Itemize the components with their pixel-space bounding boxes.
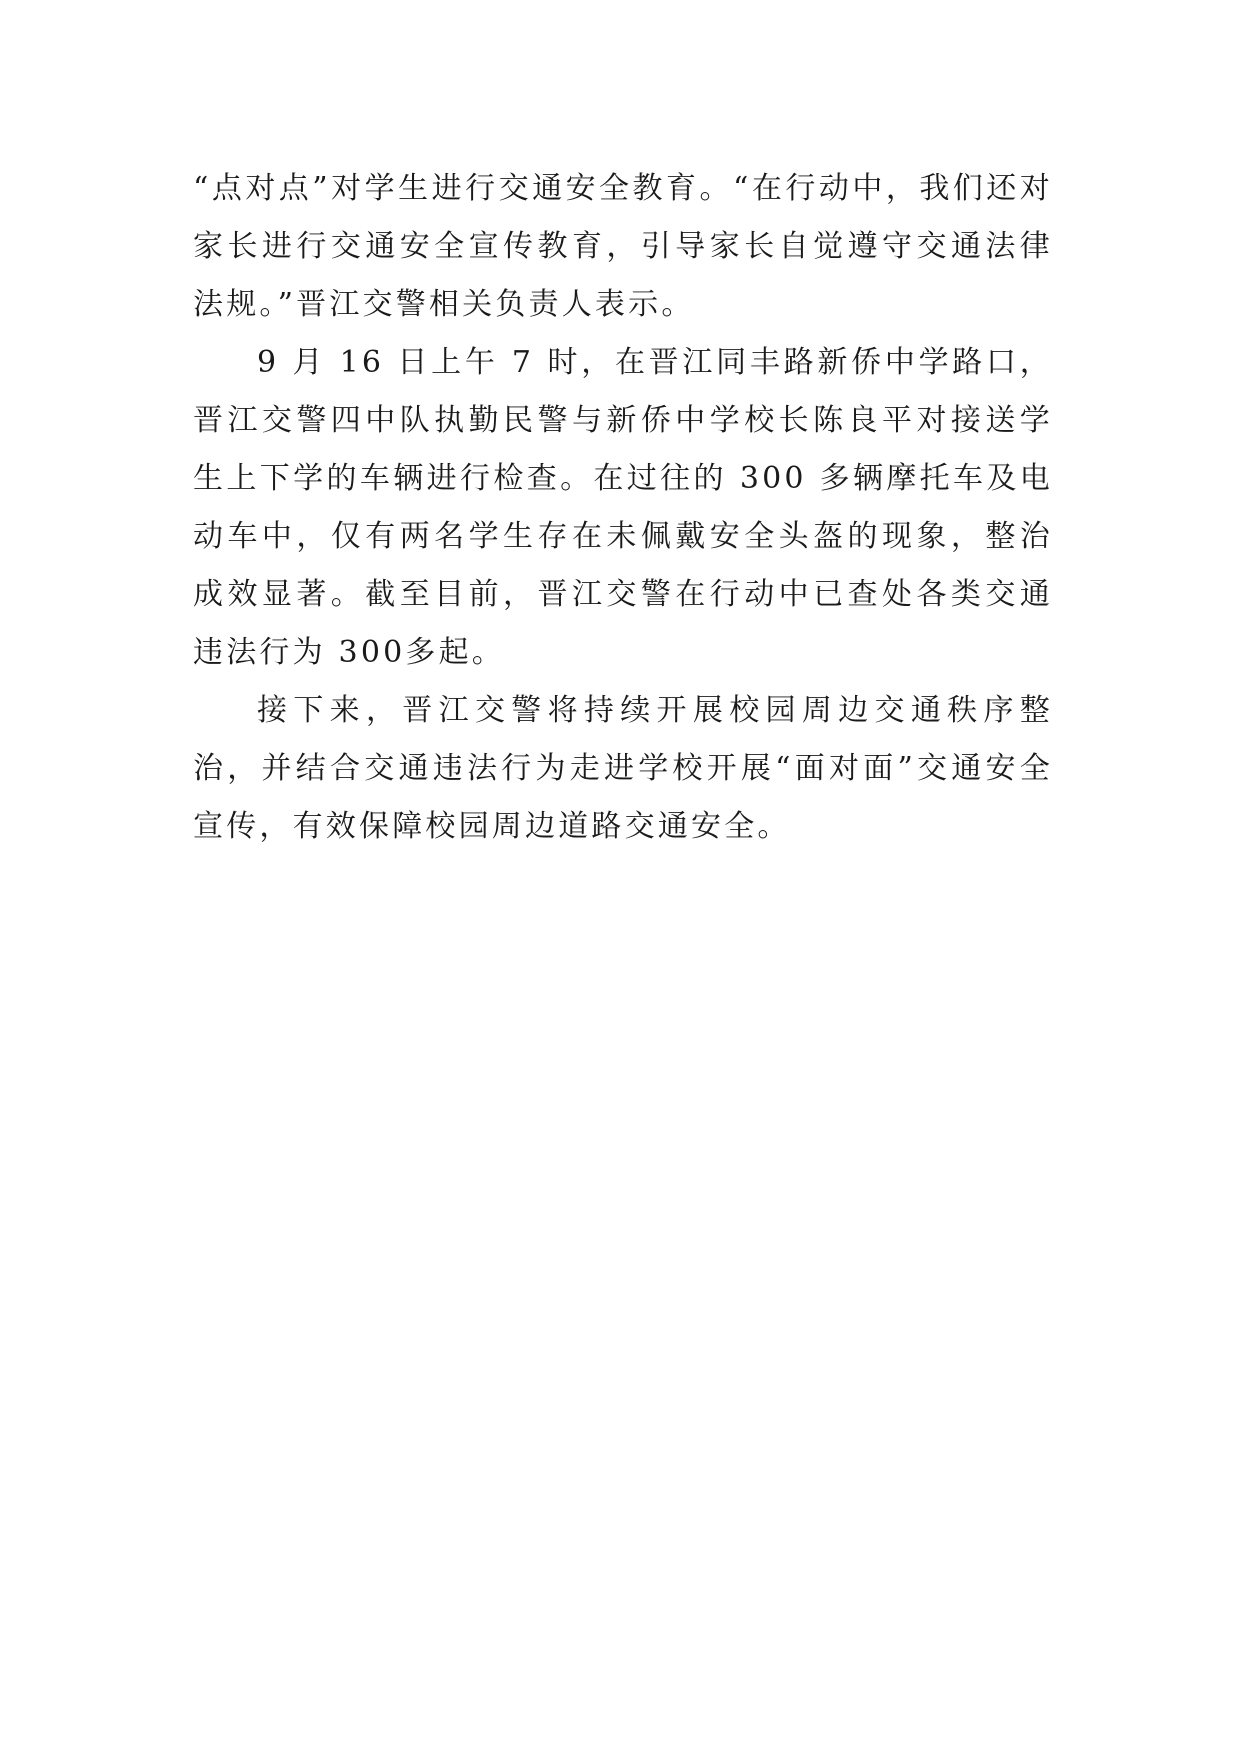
paragraph-continuation: [193, 160, 1053, 334]
text-line: 接下来，晋江交警将持续开展校园周边交通秩序整治，: [193, 693, 1053, 786]
text-line: 仅有两名学生存在未佩戴安全头盔的现象，整治成效显著。: [193, 519, 1053, 612]
text-line: 并结合交通违法行为走进学校开展“面对面”交通安全宣传，: [193, 751, 1053, 844]
paragraph-next-steps: [193, 682, 1053, 856]
document-body: [193, 160, 1053, 856]
paragraph-inspection: [193, 334, 1053, 682]
text-line: 下学的车辆进行检查。在过往的 300 多辆摩托车及电动车中，: [193, 461, 1053, 554]
text-line: “点对点”对学生进行交通安全教育。“在行动中，我们还: [193, 171, 1020, 206]
text-line: 法规。”晋江交警相关负责人表示。: [193, 287, 695, 322]
text-line: 截至目前，晋江交警在行动中已查处各类交通违法行为 300: [193, 577, 1053, 670]
text-line: 多起。: [405, 635, 506, 670]
text-line: 9 月 16 日上午 7 时，在晋江同丰路新侨中学路口，晋江: [193, 345, 1053, 438]
text-line: 对家长进行交通安全宣传教育，引导家长自觉遵守交通法律: [193, 171, 1053, 264]
text-line: 交警四中队执勤民警与新侨中学校长陈良平对接送学生上: [193, 403, 1053, 496]
text-line: 有效保障校园周边道路交通安全。: [292, 809, 791, 844]
